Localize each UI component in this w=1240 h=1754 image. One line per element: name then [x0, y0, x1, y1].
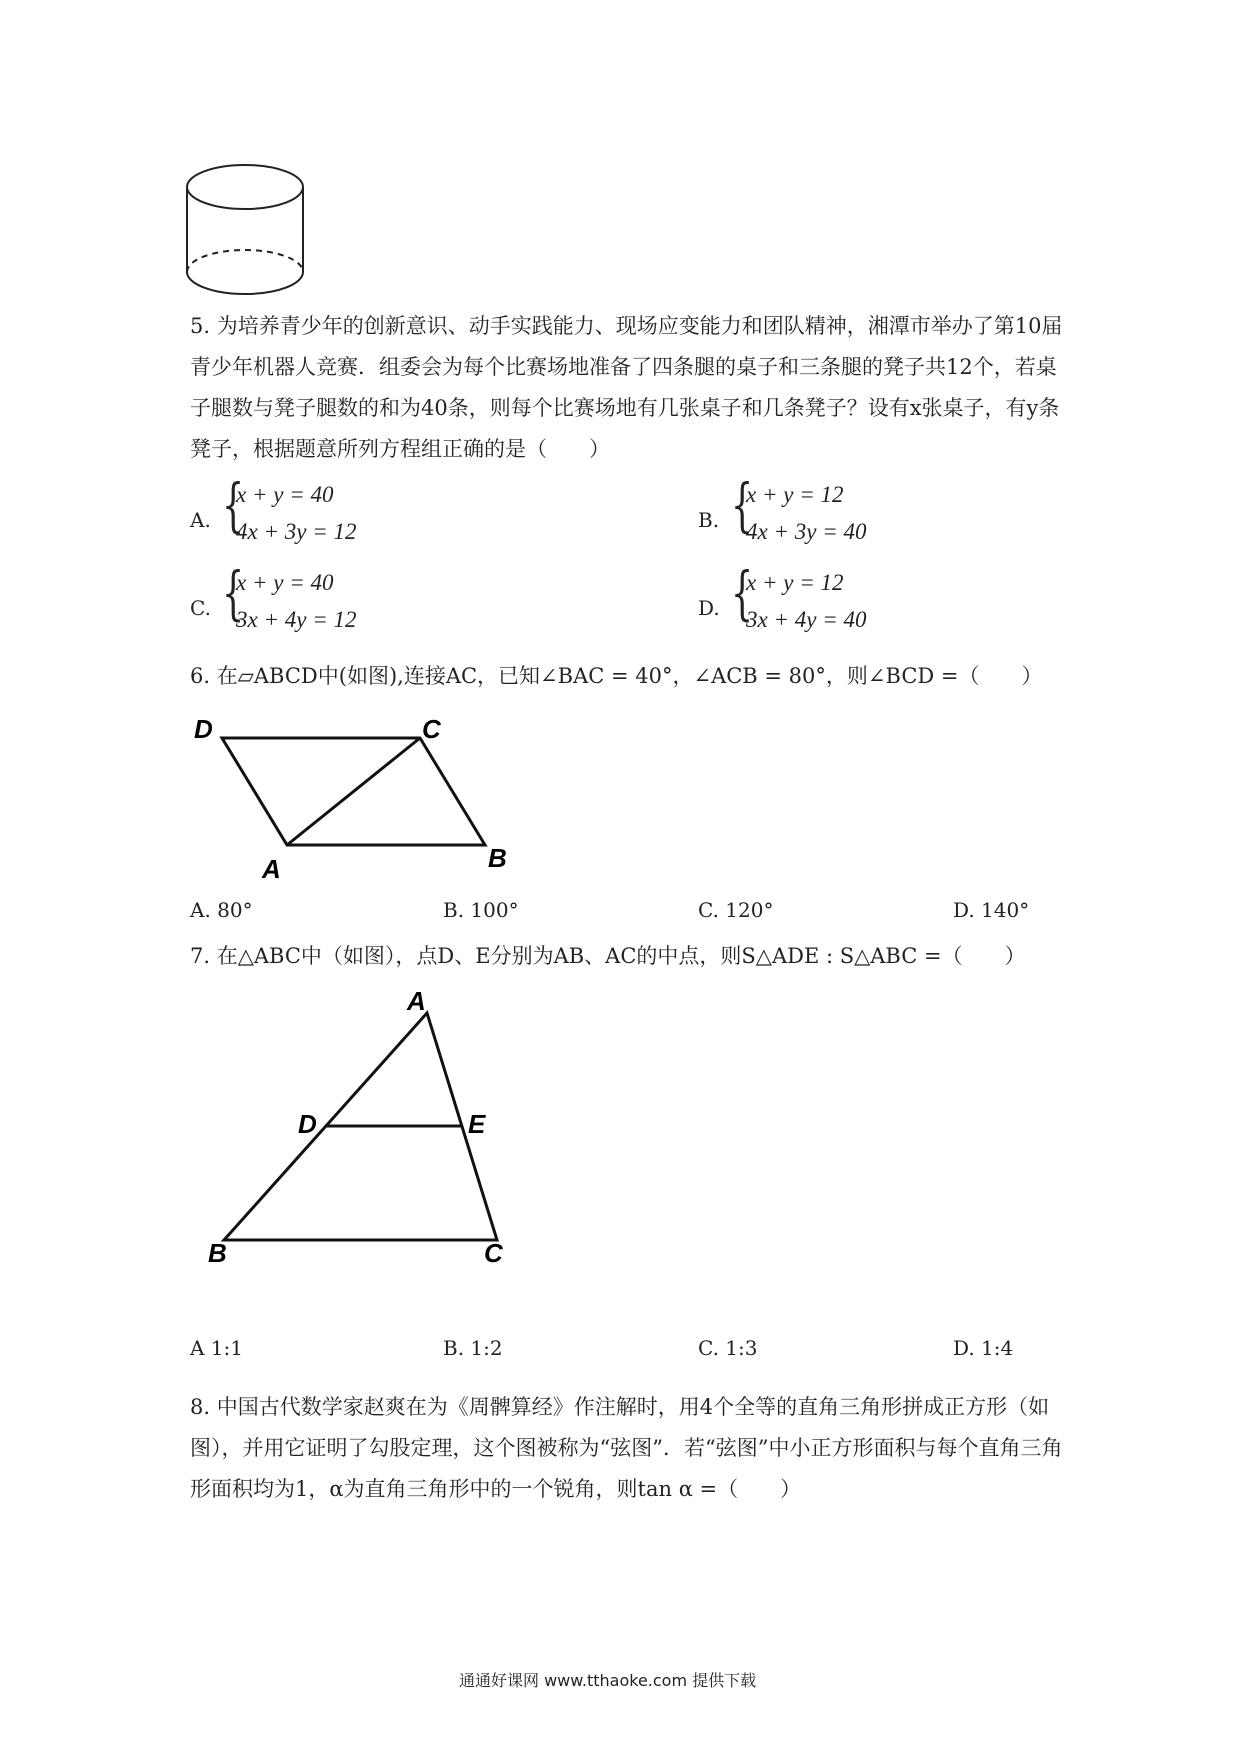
q5-option-b-eq1: x + y = 12 — [746, 482, 844, 507]
q5-option-c-eq2: 3x + 4y = 12 — [236, 607, 357, 632]
q5-option-d-brace: { — [731, 559, 754, 627]
q6-option-d: D. 140° — [953, 898, 1030, 922]
q7-option-a: A 1:1 — [190, 1336, 243, 1360]
vertex-label-c: C — [484, 1238, 503, 1268]
q7-option-d: D. 1:4 — [953, 1336, 1014, 1360]
q5-option-c-label: C. — [190, 596, 211, 620]
vertex-label-a: A — [262, 854, 281, 884]
q5-option-b-eq2: 4x + 3y = 40 — [746, 519, 867, 544]
q5-option-c-eq1: x + y = 40 — [236, 570, 334, 595]
q5-option-d-label: D. — [698, 596, 720, 620]
triangle-figure — [190, 985, 530, 1275]
q5-option-b-label: B. — [698, 508, 720, 532]
q5-option-a-label: A. — [190, 508, 211, 532]
cylinder-figure — [185, 160, 315, 300]
q6-option-b: B. 100° — [443, 898, 519, 922]
q6-option-a: A. 80° — [190, 898, 253, 922]
q5-option-b-brace: { — [731, 471, 754, 539]
vertex-label-d: D — [194, 714, 213, 744]
question-7-text: 7. 在△ABC中（如图），点D、E分别为AB、AC的中点，则S△ADE : S△ABC =（ ） — [190, 944, 1026, 968]
page-footer: 通通好课网 www.tthaoke.com 提供下载 — [459, 1671, 757, 1690]
question-5-text: 5. 为培养青少年的创新意识、动手实践能力、现场应变能力和团队精神，湘潭市举办了第10届青少年机器人竞赛．组委会为每个比赛场地准备了四条腿的桌子和三条腿的凳子共12个，若桌子腿数与凳子腿数的和为40条，则每个比赛场地有几张桌子和几条凳子？设有x张桌子，有y条凳子，根据题意所列方程组正确的是（ ） — [190, 314, 1063, 461]
parallelogram-figure — [190, 705, 530, 885]
q5-option-c-brace: { — [222, 559, 245, 627]
q7-option-b: B. 1:2 — [443, 1336, 503, 1360]
q5-option-d-eq2: 3x + 4y = 40 — [746, 607, 867, 632]
q7-option-c: C. 1:3 — [698, 1336, 758, 1360]
q5-option-d-eq1: x + y = 12 — [746, 570, 844, 595]
q5-option-a-eq1: x + y = 40 — [236, 482, 334, 507]
vertex-label-b: B — [488, 843, 507, 873]
vertex-label-d: D — [298, 1109, 317, 1139]
vertex-label-a: A — [407, 986, 426, 1016]
vertex-label-e: E — [468, 1109, 486, 1139]
q5-option-a-brace: { — [222, 471, 245, 539]
question-6-text: 6. 在▱ABCD中(如图),连接AC，已知∠BAC = 40°，∠ACB = 80°，则∠BCD =（ ） — [190, 664, 1043, 688]
question-8-text: 8. 中国古代数学家赵爽在为《周髀算经》作注解时，用4个全等的直角三角形拼成正方形（如图），并用它证明了勾股定理，这个图被称为“弦图”．若“弦图”中小正方形面积与每个直角三角形面积均为1，α为直角三角形中的一个锐角，则tan α =（ ） — [190, 1395, 1063, 1501]
vertex-label-c: C — [422, 714, 441, 744]
vertex-label-b: B — [208, 1238, 227, 1268]
q6-option-c: C. 120° — [698, 898, 774, 922]
q5-option-a-eq2: 4x + 3y = 12 — [236, 519, 357, 544]
